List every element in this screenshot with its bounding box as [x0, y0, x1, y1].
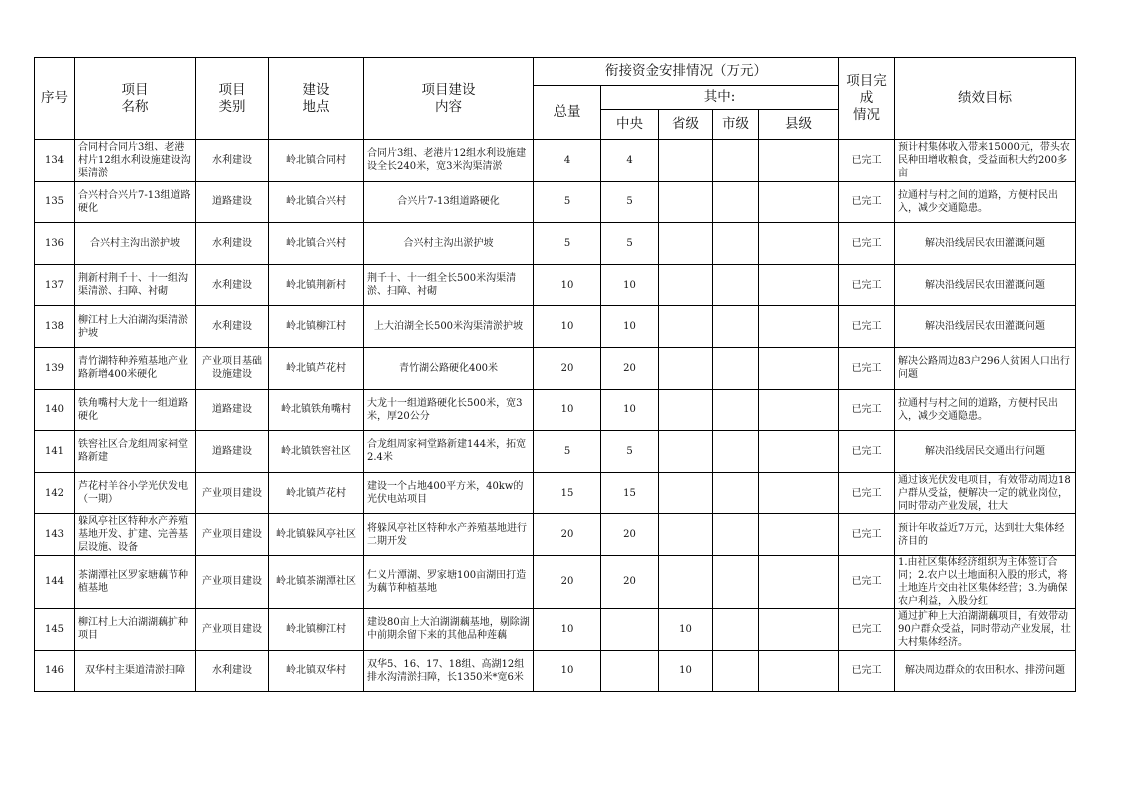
cell-provincial: 10	[659, 608, 713, 650]
cell-central: 4	[601, 140, 659, 182]
cell-central: 10	[601, 264, 659, 306]
cell-city	[713, 181, 759, 223]
cell-name	[75, 347, 196, 389]
cell-name	[75, 472, 196, 514]
cell-place: 岭北镇柳江村	[269, 306, 364, 348]
cell-seq: 143	[35, 514, 75, 556]
cell-type: 水利建设	[196, 223, 269, 265]
cell-name-text: 合同村合同片3组、老港村片12组水利设施建设沟渠清淤	[78, 141, 191, 179]
cell-city	[713, 431, 759, 473]
cell-goal	[895, 306, 1076, 348]
cell-name-text: 茶湖潭社区罗家塘藕节种植基地	[78, 569, 188, 594]
cell-status: 已完工	[839, 608, 895, 650]
cell-place: 岭北镇双华村	[269, 650, 364, 692]
cell-central: 15	[601, 472, 659, 514]
cell-central	[601, 608, 659, 650]
cell-name	[75, 650, 196, 692]
cell-goal	[895, 472, 1076, 514]
table-row	[35, 140, 1076, 182]
cell-city	[713, 472, 759, 514]
cell-place: 岭北镇合同村	[269, 140, 364, 182]
cell-name-text: 铁角嘴村大龙十一组道路硬化	[78, 397, 188, 422]
cell-total: 20	[534, 555, 601, 608]
header-type: 项目 类别	[196, 58, 269, 140]
cell-seq: 138	[35, 306, 75, 348]
cell-place: 岭北镇荆新村	[269, 264, 364, 306]
header-total: 总量	[534, 86, 601, 140]
cell-seq: 139	[35, 347, 75, 389]
cell-place: 岭北镇合兴村	[269, 223, 364, 265]
header-status: 项目完成 情况	[839, 58, 895, 140]
cell-total: 15	[534, 472, 601, 514]
cell-county	[759, 555, 839, 608]
cell-goal	[895, 347, 1076, 389]
project-table	[34, 57, 1076, 692]
cell-provincial	[659, 555, 713, 608]
cell-county	[759, 181, 839, 223]
cell-county	[759, 514, 839, 556]
cell-content	[364, 347, 534, 389]
cell-goal	[895, 555, 1076, 608]
cell-content	[364, 555, 534, 608]
cell-provincial	[659, 472, 713, 514]
cell-county	[759, 650, 839, 692]
cell-goal	[895, 389, 1076, 431]
cell-seq: 134	[35, 140, 75, 182]
cell-status: 已完工	[839, 140, 895, 182]
table-row	[35, 223, 1076, 265]
cell-content-text: 建设一个占地400平方米，40kw的光伏电站项目	[367, 481, 524, 506]
cell-goal-text: 通过该光伏发电项目，有效带动周边18户群从受益，便解决一定的就业岗位，同时带动产业发展，壮大	[898, 474, 1071, 512]
cell-goal	[895, 264, 1076, 306]
table-row	[35, 514, 1076, 556]
cell-provincial	[659, 306, 713, 348]
cell-total: 20	[534, 347, 601, 389]
table-row	[35, 608, 1076, 650]
cell-goal-text: 预计年收益近7万元，达到壮大集体经济目的	[898, 522, 1065, 547]
cell-provincial	[659, 514, 713, 556]
header-central: 中央	[601, 110, 659, 140]
cell-county	[759, 306, 839, 348]
cell-content	[364, 306, 534, 348]
cell-total: 10	[534, 608, 601, 650]
header-funds: 衔接资金安排情况（万元）	[534, 58, 839, 86]
cell-county	[759, 264, 839, 306]
cell-goal-text: 拉通村与村之间的道路，方便村民出入，减少交通隐患。	[898, 189, 1059, 214]
cell-county	[759, 347, 839, 389]
cell-goal	[895, 650, 1076, 692]
cell-goal	[895, 140, 1076, 182]
cell-central: 20	[601, 514, 659, 556]
cell-county	[759, 389, 839, 431]
cell-provincial	[659, 347, 713, 389]
cell-provincial	[659, 431, 713, 473]
cell-content-text: 合同片3组、老港片12组水利设施建设全长240米，宽3米沟渠清淤	[367, 148, 527, 173]
cell-total: 10	[534, 306, 601, 348]
cell-content	[364, 223, 534, 265]
cell-goal-text: 1.由社区集体经济组织为主体签订合同；2.农户以土地面积入股的形式，将土地连片交由社区集体经营；3.为确保农户利益，入股分红	[898, 556, 1068, 607]
cell-status: 已完工	[839, 650, 895, 692]
cell-type: 产业项目建设	[196, 472, 269, 514]
cell-status: 已完工	[839, 389, 895, 431]
cell-status: 已完工	[839, 431, 895, 473]
cell-status: 已完工	[839, 181, 895, 223]
cell-name	[75, 431, 196, 473]
cell-central	[601, 650, 659, 692]
cell-content	[364, 608, 534, 650]
cell-central: 20	[601, 555, 659, 608]
cell-type: 水利建设	[196, 306, 269, 348]
cell-content-text: 建设80亩上大泊湖湖藕基地，剔除湖中前期余留下来的其他品种莲藕	[367, 617, 530, 642]
cell-type: 产业项目建设	[196, 608, 269, 650]
cell-place: 岭北镇合兴村	[269, 181, 364, 223]
cell-place: 岭北镇铁角嘴村	[269, 389, 364, 431]
cell-goal-text: 解决沿线居民农田灌溉问题	[925, 279, 1046, 291]
cell-goal-text: 预计村集体收入带来15000元，带头农民种田增收粮食，受益面积大约200多亩	[898, 141, 1070, 179]
cell-place: 岭北镇芦花村	[269, 347, 364, 389]
cell-content	[364, 140, 534, 182]
cell-central: 10	[601, 389, 659, 431]
cell-status: 已完工	[839, 306, 895, 348]
cell-city	[713, 514, 759, 556]
cell-provincial	[659, 181, 713, 223]
cell-goal-text: 解决公路周边83户296人贫困人口出行问题	[898, 356, 1070, 381]
cell-content-text: 上大泊湖全长500米沟渠清淤护坡	[373, 321, 524, 333]
cell-content	[364, 389, 534, 431]
cell-city	[713, 347, 759, 389]
table-row	[35, 472, 1076, 514]
header-among: 其中:	[601, 86, 839, 110]
cell-goal	[895, 608, 1076, 650]
cell-place: 岭北镇铁窖社区	[269, 431, 364, 473]
cell-total: 10	[534, 264, 601, 306]
cell-type: 水利建设	[196, 140, 269, 182]
cell-seq: 136	[35, 223, 75, 265]
cell-seq: 145	[35, 608, 75, 650]
cell-status: 已完工	[839, 472, 895, 514]
cell-provincial	[659, 389, 713, 431]
cell-status: 已完工	[839, 347, 895, 389]
cell-central: 5	[601, 181, 659, 223]
table-row	[35, 389, 1076, 431]
cell-total: 5	[534, 181, 601, 223]
cell-place: 岭北镇躲风亭社区	[269, 514, 364, 556]
header-content: 项目建设 内容	[364, 58, 534, 140]
cell-seq: 144	[35, 555, 75, 608]
cell-name-text: 铁窖社区合龙组周家祠堂路新建	[78, 439, 188, 464]
cell-status: 已完工	[839, 264, 895, 306]
cell-goal-text: 通过扩种上大泊湖湖藕项目，有效带动90户群众受益，同时带动产业发展，壮大村集体经济。	[898, 610, 1071, 648]
cell-goal-text: 拉通村与村之间的道路，方便村民出入，减少交通隐患。	[898, 397, 1059, 422]
cell-type: 产业项目基础设施建设	[196, 347, 269, 389]
cell-content	[364, 431, 534, 473]
table-row	[35, 555, 1076, 608]
cell-goal-text: 解决沿线居民农田灌溉问题	[925, 237, 1046, 249]
cell-county	[759, 431, 839, 473]
cell-name-text: 柳江村上大泊湖湖藕扩种项目	[78, 617, 188, 642]
cell-content	[364, 514, 534, 556]
cell-central: 10	[601, 306, 659, 348]
header-place: 建设 地点	[269, 58, 364, 140]
cell-central: 5	[601, 223, 659, 265]
cell-name-text: 芦花村羊谷小学光伏发电（一期）	[78, 481, 188, 506]
cell-goal	[895, 181, 1076, 223]
cell-content-text: 大龙十一组道路硬化长500米，宽3米，厚20公分	[367, 397, 523, 422]
cell-content	[364, 650, 534, 692]
cell-name-text: 合兴村合兴片7-13组道路硬化	[78, 189, 191, 214]
cell-place: 岭北镇柳江村	[269, 608, 364, 650]
table-header	[35, 58, 1076, 140]
cell-content-text: 青竹湖公路硬化400米	[398, 362, 499, 374]
cell-name	[75, 140, 196, 182]
cell-seq: 135	[35, 181, 75, 223]
cell-city	[713, 140, 759, 182]
header-city: 市级	[713, 110, 759, 140]
cell-name	[75, 181, 196, 223]
cell-content	[364, 181, 534, 223]
cell-type: 水利建设	[196, 650, 269, 692]
cell-total: 5	[534, 223, 601, 265]
table-row	[35, 431, 1076, 473]
cell-status: 已完工	[839, 555, 895, 608]
cell-city	[713, 223, 759, 265]
cell-type: 道路建设	[196, 389, 269, 431]
cell-seq: 137	[35, 264, 75, 306]
cell-status: 已完工	[839, 223, 895, 265]
cell-name	[75, 555, 196, 608]
cell-type: 道路建设	[196, 431, 269, 473]
cell-goal	[895, 223, 1076, 265]
cell-content-text: 将躲风亭社区特种水产养殖基地进行二期开发	[367, 522, 527, 547]
cell-content-text: 合龙组周家祠堂路新建144米，拓宽2.4米	[367, 439, 527, 464]
cell-place: 岭北镇茶湖潭社区	[269, 555, 364, 608]
cell-name-text: 合兴村主沟出淤护坡	[90, 237, 180, 249]
cell-name	[75, 264, 196, 306]
cell-status: 已完工	[839, 514, 895, 556]
cell-city	[713, 306, 759, 348]
cell-name	[75, 608, 196, 650]
cell-type: 水利建设	[196, 264, 269, 306]
cell-name	[75, 514, 196, 556]
cell-city	[713, 650, 759, 692]
header-county: 县级	[759, 110, 839, 140]
cell-goal	[895, 431, 1076, 473]
cell-seq: 140	[35, 389, 75, 431]
cell-provincial	[659, 223, 713, 265]
table-row	[35, 264, 1076, 306]
cell-total: 20	[534, 514, 601, 556]
cell-central: 5	[601, 431, 659, 473]
cell-content	[364, 264, 534, 306]
cell-seq: 141	[35, 431, 75, 473]
cell-county	[759, 140, 839, 182]
cell-name	[75, 306, 196, 348]
cell-county	[759, 608, 839, 650]
header-name: 项目 名称	[75, 58, 196, 140]
cell-total: 10	[534, 389, 601, 431]
cell-total: 5	[534, 431, 601, 473]
cell-city	[713, 389, 759, 431]
cell-goal-text: 解决周边群众的农田积水、排涝问题	[905, 665, 1066, 677]
cell-seq: 146	[35, 650, 75, 692]
cell-city	[713, 608, 759, 650]
header-seq: 序号	[35, 58, 75, 140]
cell-provincial: 10	[659, 650, 713, 692]
cell-goal	[895, 514, 1076, 556]
cell-goal-text: 解决沿线居民交通出行问题	[925, 445, 1046, 457]
table-row	[35, 306, 1076, 348]
cell-type: 产业项目建设	[196, 555, 269, 608]
cell-goal-text: 解决沿线居民农田灌溉问题	[925, 321, 1046, 333]
cell-type: 产业项目建设	[196, 514, 269, 556]
cell-name-text: 双华村主渠道清淤扫障	[85, 665, 185, 677]
cell-place: 岭北镇芦花村	[269, 472, 364, 514]
cell-county	[759, 472, 839, 514]
cell-total: 4	[534, 140, 601, 182]
cell-seq: 142	[35, 472, 75, 514]
cell-name-text: 柳江村上大泊湖沟渠清淤护坡	[78, 314, 188, 339]
cell-content-text: 合兴片7-13组道路硬化	[397, 196, 500, 208]
cell-name-text: 荆新村荆千十、十一组沟渠清淤、扫障、衬砌	[78, 273, 188, 298]
cell-name	[75, 223, 196, 265]
cell-name	[75, 389, 196, 431]
cell-total: 10	[534, 650, 601, 692]
header-provincial: 省级	[659, 110, 713, 140]
cell-central: 20	[601, 347, 659, 389]
table-row	[35, 347, 1076, 389]
cell-content	[364, 472, 534, 514]
cell-name-text: 青竹湖特种养殖基地产业路新增400米硬化	[78, 356, 188, 381]
cell-city	[713, 555, 759, 608]
cell-name-text: 躲风亭社区特种水产养殖基地开发、扩建、完善基层设施、设备	[78, 516, 188, 554]
table-row	[35, 650, 1076, 692]
cell-provincial	[659, 140, 713, 182]
table-row	[35, 181, 1076, 223]
cell-content-text: 双华5、16、17、18组、高湖12组排水沟清淤扫障，长1350米*宽6米	[367, 658, 525, 683]
cell-content-text: 仁义片潭湖、罗家塘100亩湖田打造为藕节种植基地	[367, 569, 527, 594]
cell-type: 道路建设	[196, 181, 269, 223]
cell-content-text: 合兴村主沟出淤护坡	[403, 237, 494, 249]
cell-county	[759, 223, 839, 265]
table-body	[35, 140, 1076, 692]
header-goal: 绩效目标	[895, 58, 1076, 140]
cell-city	[713, 264, 759, 306]
cell-content-text: 荆千十、十一组全长500米沟渠清淤、扫障、衬砌	[367, 273, 517, 298]
cell-provincial	[659, 264, 713, 306]
